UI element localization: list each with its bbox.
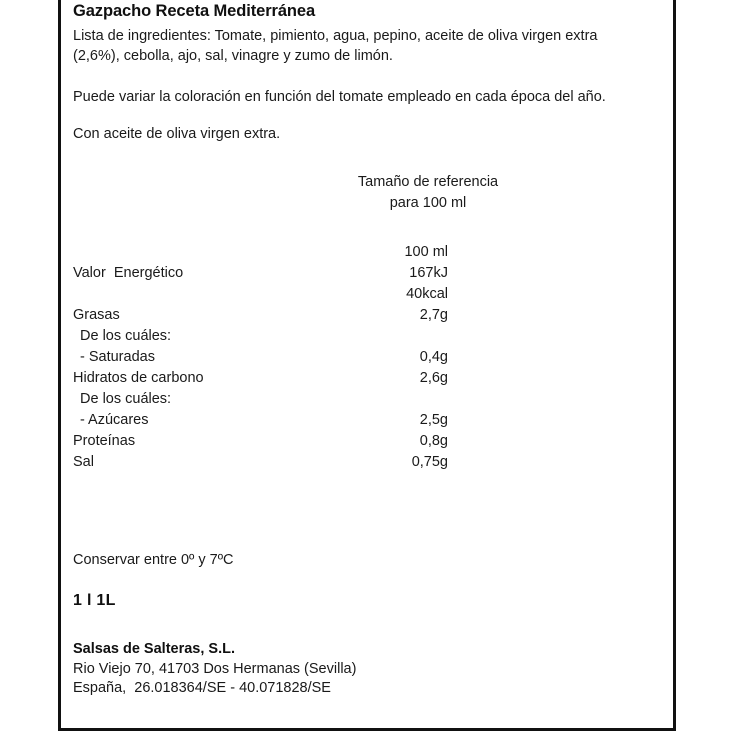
- nutrition-label-frame: [58, 0, 676, 731]
- nutrition-row: [73, 307, 453, 328]
- nutrition-row-label: De los cuáles:: [80, 391, 172, 407]
- company-address: Rio Viejo 70, 41703 Dos Hermanas (Sevilla): [73, 660, 357, 677]
- nutrition-row-value: 2,6g: [419, 370, 448, 386]
- nutrition-row: [73, 454, 453, 475]
- company-name: Salsas de Salteras, S.L.: [73, 641, 236, 657]
- nutrition-row: [73, 286, 453, 307]
- nutrition-row: [73, 244, 453, 265]
- nutrition-row-value: 40kcal: [406, 286, 448, 302]
- net-volume: 1 l 1L: [73, 592, 116, 609]
- nutrition-row: [73, 349, 453, 370]
- nutrition-row: [73, 391, 453, 412]
- nutrition-row-label: Sal: [73, 454, 94, 470]
- ingredients-line-2: (2,6%), cebolla, ajo, sal, vinagre y zumo de limón.: [73, 47, 393, 64]
- nutrition-row-label: Proteínas: [73, 433, 136, 449]
- nutrition-row-value: 0,8g: [419, 433, 448, 449]
- nutrition-row: [73, 265, 453, 286]
- product-title: Gazpacho Receta Mediterránea: [73, 2, 316, 20]
- nutrition-row-value: 2,5g: [419, 412, 448, 428]
- nutrition-row: [73, 370, 453, 391]
- nutrition-row: [73, 328, 453, 349]
- ingredients-list: [73, 27, 653, 66]
- nutrition-row-label: De los cuáles:: [80, 328, 172, 344]
- ingredients-line-1: Lista de ingredientes: Tomate, pimiento, agua, pepino, aceite de oliva virgen extra: [73, 28, 598, 44]
- storage-instruction: Conservar entre 0º y 7ºC: [73, 552, 234, 568]
- label-content: [73, 0, 667, 731]
- nutrition-row-value: 2,7g: [419, 307, 448, 323]
- nutrition-row-label: Hidratos de carbono: [73, 370, 204, 386]
- nutrition-row-label: - Azúcares: [80, 412, 149, 428]
- reference-size-block: [328, 172, 528, 214]
- nutrition-row-label: Grasas: [73, 307, 120, 323]
- nutrition-row-value: 0,4g: [419, 349, 448, 365]
- nutrition-row-label: - Saturadas: [80, 349, 155, 365]
- nutrition-table: [73, 244, 453, 475]
- company-info: [73, 640, 356, 699]
- reference-size-line-1: Tamaño de referencia: [357, 174, 499, 190]
- nutrition-row-value: 100 ml: [404, 244, 448, 260]
- reference-size-line-2: para 100 ml: [389, 195, 467, 211]
- nutrition-row-value: 167kJ: [409, 265, 448, 281]
- company-country-codes: España, 26.018364/SE - 40.071828/SE: [73, 680, 331, 696]
- nutrition-row: [73, 433, 453, 454]
- nutrition-row: [73, 412, 453, 433]
- nutrition-row-value: 0,75g: [411, 454, 448, 470]
- nutrition-row-label: Valor Energético: [73, 265, 184, 281]
- colour-variation-note: Puede variar la coloración en función del tomate empleado en cada época del año.: [73, 89, 606, 105]
- olive-oil-note: Con aceite de oliva virgen extra.: [73, 126, 281, 142]
